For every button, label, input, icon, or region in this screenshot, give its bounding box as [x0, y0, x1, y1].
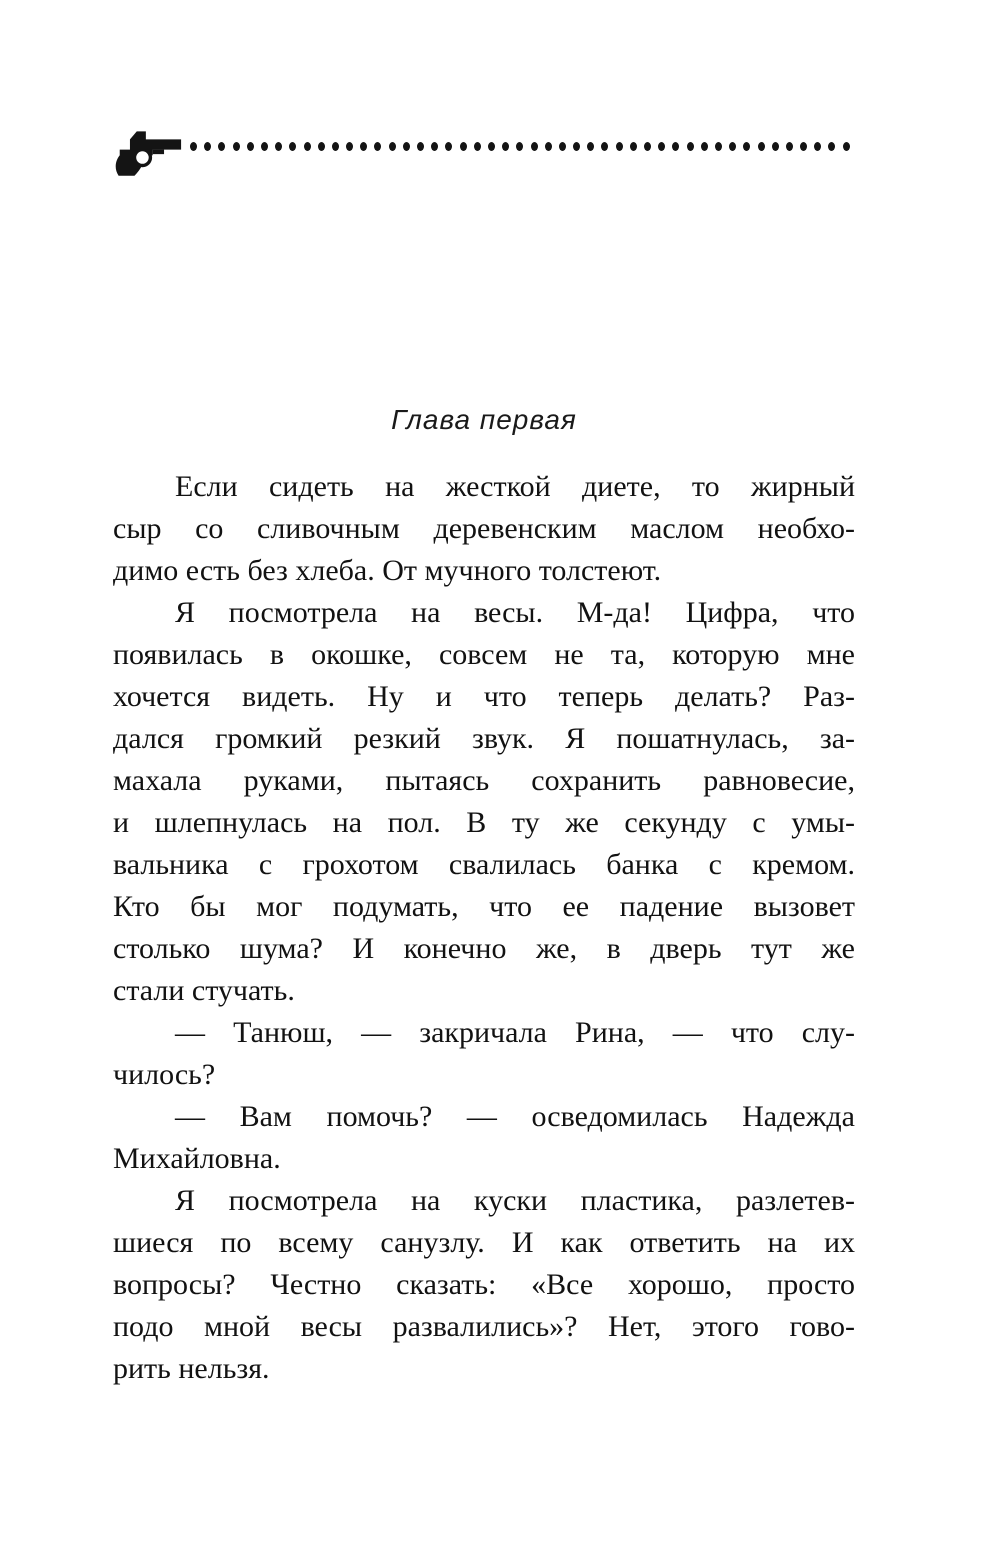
divider-dot: [261, 142, 268, 151]
divider-dot: [304, 142, 311, 151]
divider-dot: [715, 142, 722, 151]
divider-dot: [616, 142, 623, 151]
divider-dot: [332, 142, 339, 151]
divider-dot: [687, 142, 694, 151]
divider-dot: [644, 142, 651, 151]
divider-dot: [233, 142, 240, 151]
text-line: вальника с грохотом свалилась банка с кремом.: [113, 848, 855, 881]
divider-dot: [828, 142, 835, 151]
revolver-icon: [110, 128, 184, 178]
divider-dot: [502, 142, 509, 151]
divider-dot: [672, 142, 679, 151]
divider-dot: [389, 142, 396, 151]
divider-dot: [573, 142, 580, 151]
chapter-text: [113, 466, 855, 1390]
text-line: махала руками, пытаясь сохранить равновесие,: [113, 764, 855, 797]
text-line: хочется видеть. Ну и что теперь делать? Раз-: [113, 680, 855, 713]
text-line: подо мной весы развалились»? Нет, этого гово-: [113, 1310, 855, 1343]
divider-dot: [701, 142, 708, 151]
divider-dot: [729, 142, 736, 151]
divider-dot: [630, 142, 637, 151]
divider-dot: [431, 142, 438, 151]
divider-dot: [318, 142, 325, 151]
text-line: Михайловна.: [113, 1142, 281, 1175]
divider-dot: [758, 142, 765, 151]
divider-dot: [275, 142, 282, 151]
divider-dot: [545, 142, 552, 151]
divider-dot: [474, 142, 481, 151]
chapter-title: Глава первая: [391, 404, 577, 435]
divider-dot: [743, 142, 750, 151]
divider-dot: [403, 142, 410, 151]
divider-dot: [460, 142, 467, 151]
divider-dot: [346, 142, 353, 151]
text-line: стали стучать.: [113, 974, 295, 1007]
text-line: дался громкий резкий звук. Я пошатнулась, за-: [113, 722, 855, 755]
divider-dot: [204, 142, 211, 151]
text-line: и шлепнулась на пол. В ту же секунду с умы-: [113, 806, 855, 839]
divider-dot: [800, 142, 807, 151]
text-line: столько шума? И конечно же, в дверь тут же: [113, 932, 855, 965]
chapter-header: [110, 128, 850, 178]
divider-dot: [360, 142, 367, 151]
text-line: Если сидеть на жесткой диете, то жирный: [175, 470, 855, 503]
text-line: Я посмотрела на весы. М-да! Цифра, что: [175, 596, 855, 629]
divider-dot: [218, 142, 225, 151]
text-line: Кто бы мог подумать, что ее падение вызовет: [113, 890, 855, 923]
divider-dot: [488, 142, 495, 151]
divider-dot: [531, 142, 538, 151]
text-line: появилась в окошке, совсем не та, которую мне: [113, 638, 855, 671]
divider-dot: [190, 142, 197, 151]
text-line: чилось?: [113, 1058, 216, 1091]
dotted-divider: [190, 142, 850, 151]
text-line: сыр со сливочным деревенским маслом необхо-: [113, 512, 855, 545]
text-line: — Танюш, — закричала Рина, — что слу-: [175, 1016, 855, 1049]
text-line: вопросы? Честно сказать: «Все хорошо, просто: [113, 1268, 855, 1301]
divider-dot: [587, 142, 594, 151]
divider-dot: [516, 142, 523, 151]
divider-dot: [772, 142, 779, 151]
divider-dot: [374, 142, 381, 151]
text-line: димо есть без хлеба. От мучного толстеют.: [113, 554, 662, 587]
paragraph: [113, 466, 855, 592]
divider-dot: [289, 142, 296, 151]
divider-dot: [559, 142, 566, 151]
text-line: — Вам помочь? — осведомилась Надежда: [175, 1100, 855, 1133]
divider-dot: [843, 142, 850, 151]
divider-dot: [247, 142, 254, 151]
paragraph: [113, 1180, 855, 1390]
paragraph: [113, 1012, 855, 1096]
divider-dot: [786, 142, 793, 151]
text-line: рить нельзя.: [113, 1352, 270, 1385]
text-line: шиеся по всему санузлу. И как ответить на их: [113, 1226, 855, 1259]
divider-dot: [601, 142, 608, 151]
paragraph: [113, 1096, 855, 1180]
divider-dot: [814, 142, 821, 151]
divider-dot: [445, 142, 452, 151]
divider-dot: [417, 142, 424, 151]
paragraph: [113, 592, 855, 1012]
text-line: Я посмотрела на куски пластика, разлетев-: [175, 1184, 855, 1217]
divider-dot: [658, 142, 665, 151]
